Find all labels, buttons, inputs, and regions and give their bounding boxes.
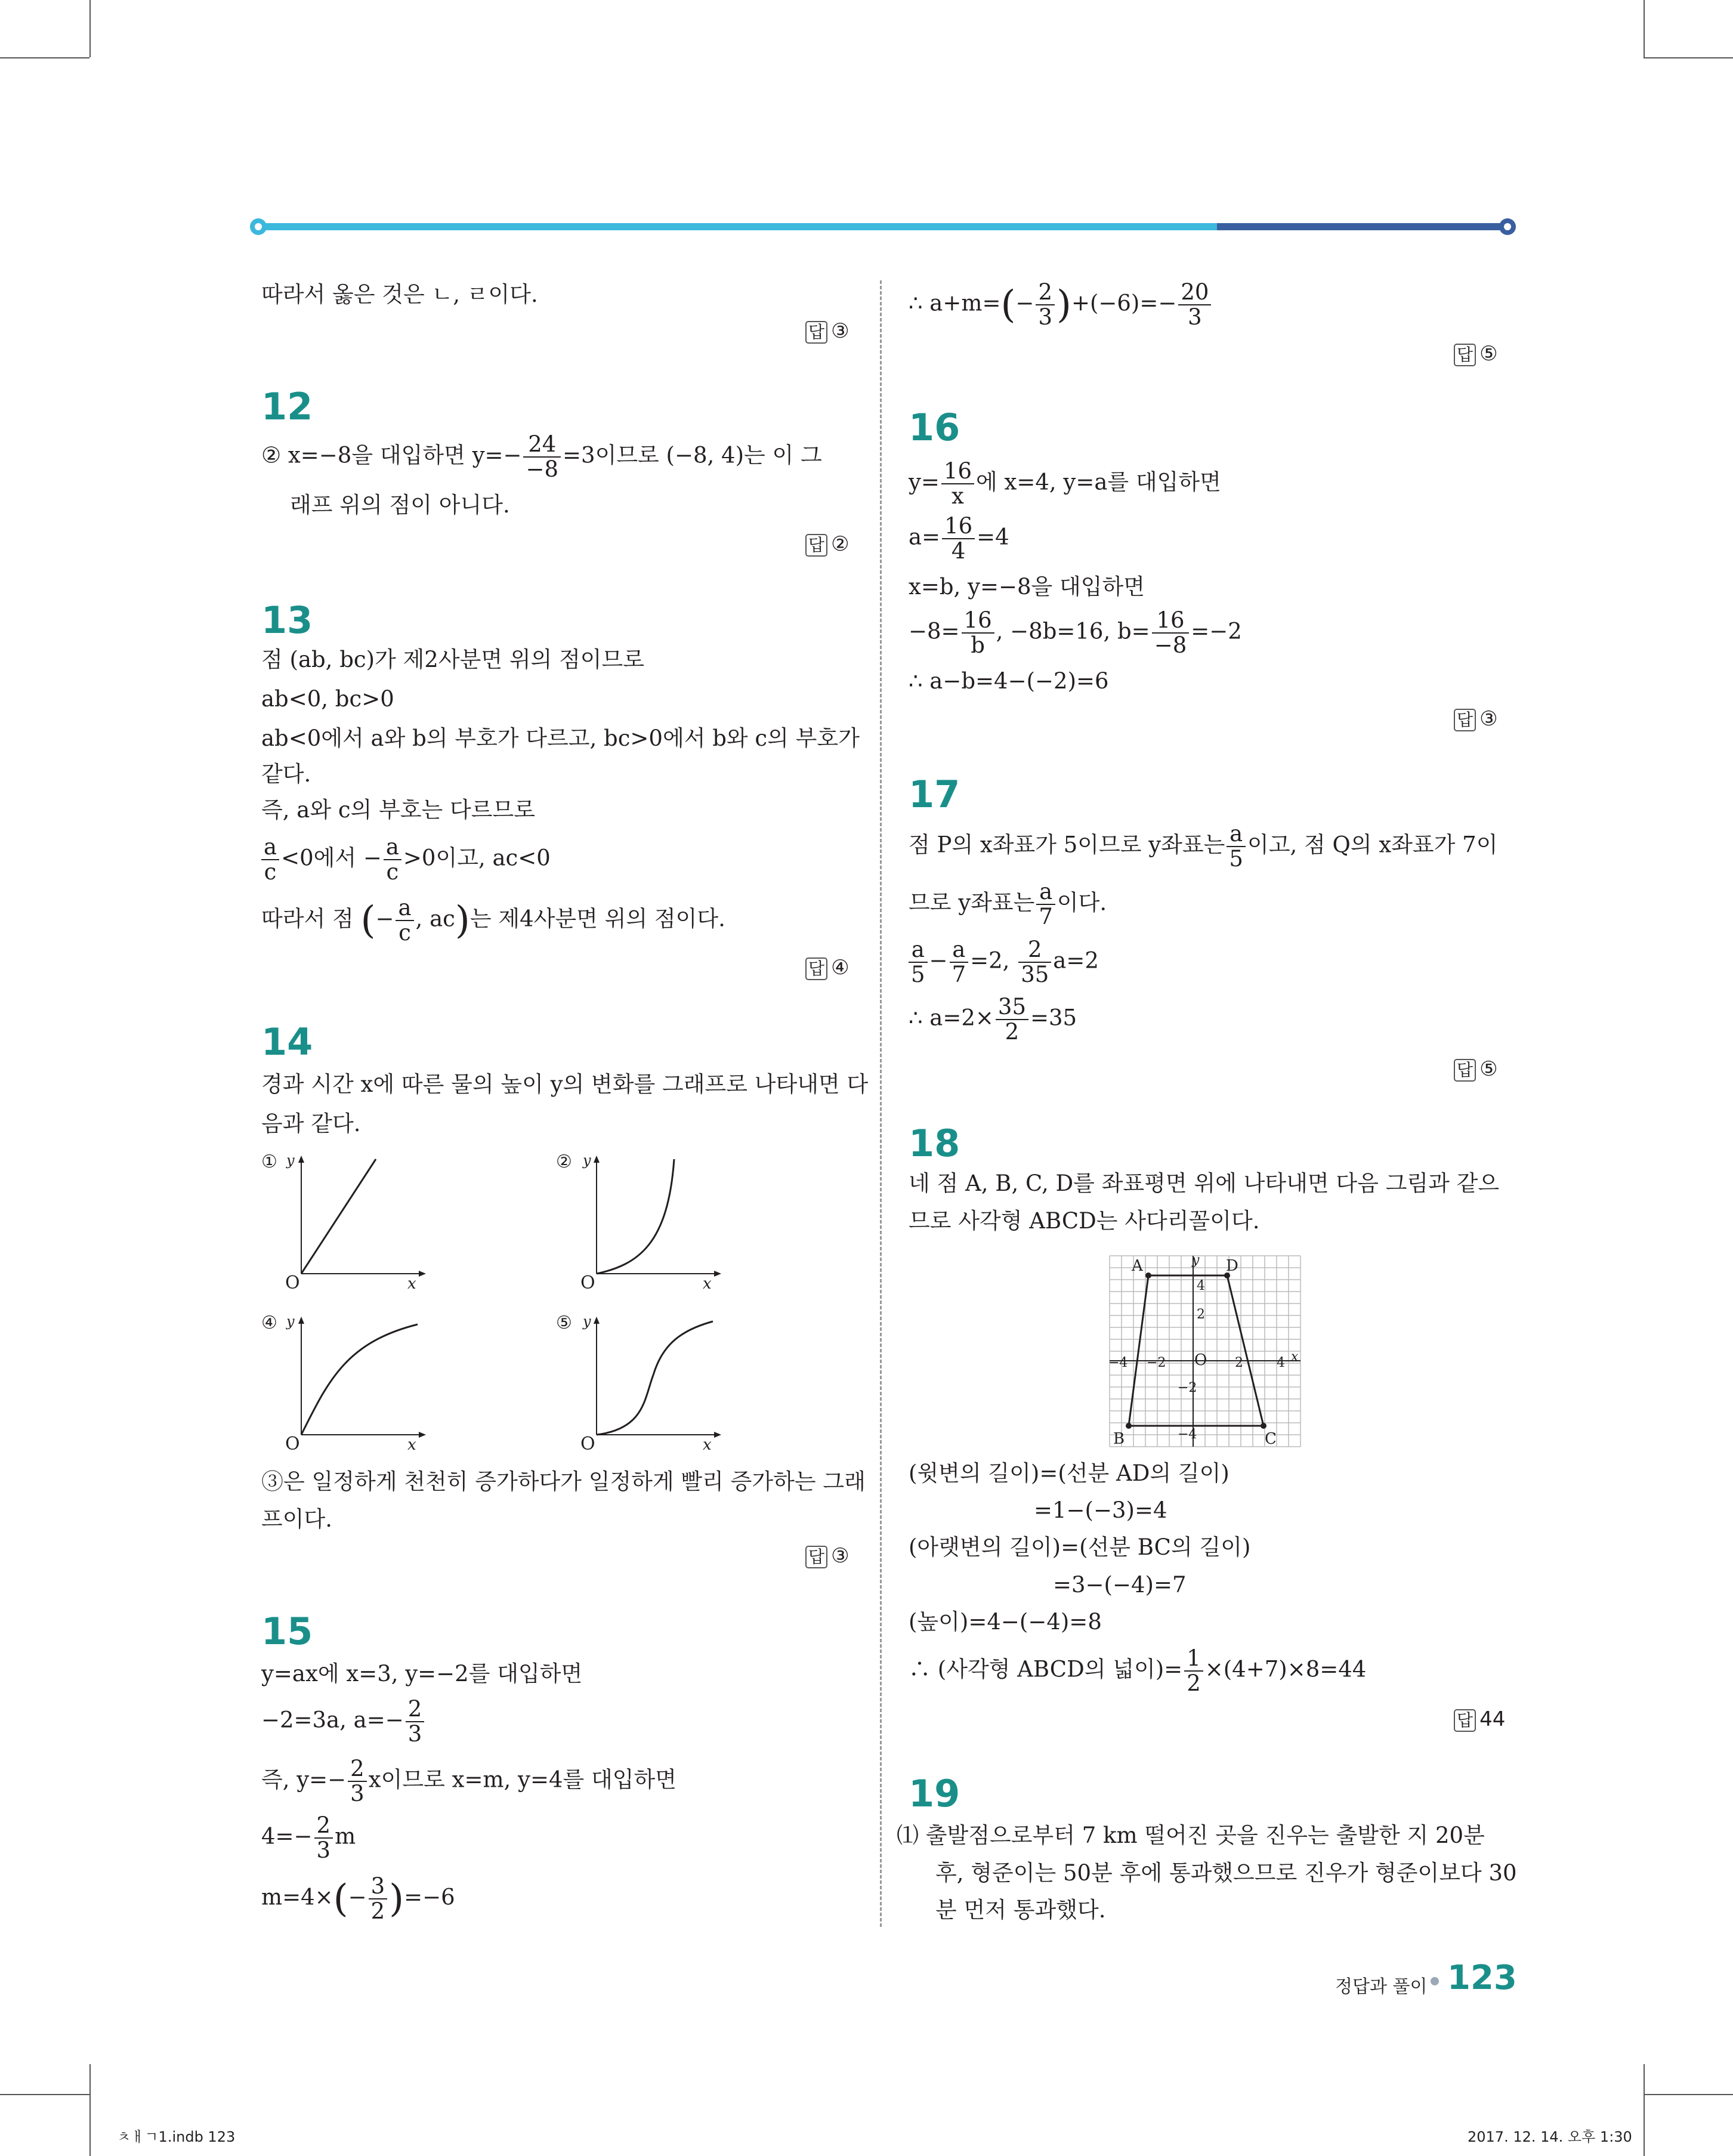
q17-line2: 므로 y좌표는 $\frac{a}{7}$ 이다. xyxy=(909,879,1107,929)
q16-line4: −8= $\frac{16}{b}$ , −8b=16, b= $\frac{16}{-8}$ =−2 xyxy=(909,607,1242,658)
crop-mark xyxy=(89,2064,91,2156)
svg-text:O: O xyxy=(285,1434,300,1454)
header-bar xyxy=(248,215,1518,239)
q18-coordinate-plane xyxy=(1104,1252,1306,1454)
point-label-D: D xyxy=(1226,1257,1238,1275)
q15-line1: y=ax에 x=3, y=−2를 대입하면 xyxy=(261,1661,583,1687)
q17-line4: ∴ a=2× $\frac{35}{2}$ =35 xyxy=(909,994,1077,1045)
graph-label: ② xyxy=(556,1151,572,1172)
svg-text:−2: −2 xyxy=(1147,1355,1166,1370)
footer-file: ㅊㅐㄱ1.indb 123 xyxy=(117,2129,236,2145)
q15-answer: 답 ⑤ xyxy=(1454,342,1498,366)
point-label-B: B xyxy=(1113,1430,1125,1448)
svg-text:x: x xyxy=(407,1275,416,1293)
svg-text:4: 4 xyxy=(1197,1278,1205,1293)
q14-answer: 답 ③ xyxy=(805,1544,849,1568)
graph-line xyxy=(597,1159,674,1274)
q13-line: ab<0, bc>0 xyxy=(261,686,394,712)
svg-text:O: O xyxy=(285,1272,300,1293)
q14-tail1: ③은 일정하게 천천히 증가하다가 일정하게 빨리 증가하는 그래 xyxy=(261,1469,866,1494)
graph-line xyxy=(301,1324,418,1435)
svg-text:x: x xyxy=(703,1275,712,1293)
question-number: 17 xyxy=(909,773,960,816)
q15-line3: 즉, y=− $\frac{2}{3}$ x이므로 x=m, y=4를 대입하면 xyxy=(261,1756,676,1806)
graph-line xyxy=(301,1159,376,1274)
crop-mark xyxy=(1644,2094,1733,2095)
q15-line5: m=4×(− $\frac{3}{2}$ )=−6 xyxy=(261,1873,455,1924)
svg-text:y: y xyxy=(1192,1253,1200,1268)
svg-text:O: O xyxy=(1194,1351,1207,1369)
crop-mark xyxy=(0,2094,89,2095)
q18-answer: 답 44 xyxy=(1454,1707,1505,1732)
crop-mark xyxy=(1644,2064,1645,2156)
svg-text:y: y xyxy=(583,1152,591,1169)
svg-text:4: 4 xyxy=(1277,1355,1285,1370)
svg-text:2: 2 xyxy=(1197,1307,1205,1322)
q13-answer: 답 ④ xyxy=(805,956,849,980)
q16-answer: 답 ③ xyxy=(1454,707,1498,731)
crop-mark xyxy=(0,57,89,58)
question-number: 16 xyxy=(909,406,960,449)
q13-line: 같다. xyxy=(261,761,311,787)
crop-mark xyxy=(1644,57,1733,58)
q18-line2: 므로 사각형 ABCD는 사다리꼴이다. xyxy=(909,1208,1260,1234)
q14-tail2: 프이다. xyxy=(261,1506,332,1532)
page-number: 123 xyxy=(1447,1959,1517,1997)
svg-text:O: O xyxy=(580,1272,595,1293)
q17-answer: 답 ⑤ xyxy=(1454,1057,1498,1082)
column-divider xyxy=(880,280,882,1927)
q12-answer: 답 ② xyxy=(805,532,849,557)
svg-text:y: y xyxy=(583,1313,591,1330)
footer-section-label: 정답과 풀이 xyxy=(1335,1976,1428,1997)
q16-line5: ∴ a−b=4−(−2)=6 xyxy=(909,668,1109,694)
point-label-C: C xyxy=(1265,1430,1277,1448)
graph-label: ④ xyxy=(261,1312,277,1333)
q18-line5: (아랫변의 길이)=(선분 BC의 길이) xyxy=(909,1534,1251,1560)
q12-line1: ② x=−8을 대입하면 y=− $\frac{24}{-8}$ =3이므로 (−8, 4)는 이 그 xyxy=(261,431,822,482)
q13-last-line: 따라서 점 (− $\frac{a}{c}$ , ac)는 제4사분면 위의 점이다. xyxy=(261,895,725,946)
q19-line2: 후, 형준이는 50분 후에 통과했으므로 진우가 형준이보다 30 xyxy=(935,1860,1517,1886)
crop-mark xyxy=(89,0,91,57)
q13-line: ab<0에서 a와 b의 부호가 다르고, bc>0에서 b와 c의 부호가 xyxy=(261,725,860,751)
graph-line xyxy=(597,1321,713,1435)
q18-line6: =3−(−4)=7 xyxy=(1053,1572,1187,1598)
q15-line2: −2=3a, a=− $\frac{2}{3}$ xyxy=(261,1697,426,1746)
question-number: 12 xyxy=(261,385,313,428)
footer-stamp: 2017. 12. 14. 오후 1:30 xyxy=(1468,2129,1632,2145)
q11-answer: 답 ③ xyxy=(805,319,849,344)
point-label-A: A xyxy=(1132,1257,1143,1275)
svg-text:−2: −2 xyxy=(1178,1380,1197,1395)
question-number: 18 xyxy=(909,1122,960,1165)
q13-fraction-line: $\frac{a}{c}$ <0에서 − $\frac{a}{c}$ >0이고, ac<0 xyxy=(261,835,551,884)
q19-line1: ⑴ 출발점으로부터 7 km 떨어진 곳을 진우는 출발한 지 20분 xyxy=(897,1823,1485,1848)
q19-line3: 분 먼저 통과했다. xyxy=(935,1897,1106,1923)
q12-line2: 래프 위의 점이 아니다. xyxy=(290,492,510,518)
q17-line3: $\frac{a}{5}$ − $\frac{a}{7}$ =2, $\frac{2}{35}$ a=2 xyxy=(909,938,1099,987)
q16-line2: a= $\frac{16}{4}$ =4 xyxy=(909,513,1009,564)
graph-label: ⑤ xyxy=(556,1312,572,1333)
q15-tail-line: ∴ a+m=(− $\frac{2}{3}$ )+(−6)=− $\frac{20}{3}$ xyxy=(909,280,1213,329)
q13-line: 즉, a와 c의 부호는 다르므로 xyxy=(261,797,536,823)
q15-line4: 4=− $\frac{2}{3}$ m xyxy=(261,1812,356,1863)
svg-text:−4: −4 xyxy=(1178,1427,1197,1442)
question-number: 13 xyxy=(261,598,313,642)
svg-text:y: y xyxy=(286,1313,295,1330)
q18-line7: (높이)=4−(−4)=8 xyxy=(909,1609,1102,1635)
answer-label: 답 xyxy=(805,321,827,344)
q18-line1: 네 점 A, B, C, D를 좌표평면 위에 나타내면 다음 그림과 같으 xyxy=(909,1170,1500,1196)
q16-line1: y= $\frac{16}{x}$ 에 x=4, y=a를 대입하면 xyxy=(909,458,1221,509)
q18-line8: ∴ (사각형 ABCD의 넓이)= $\frac{1}{2}$ ×(4+7)×8=44 xyxy=(909,1645,1367,1696)
q16-line3: x=b, y=−8을 대입하면 xyxy=(909,574,1145,600)
question-number: 15 xyxy=(261,1610,313,1653)
q14-line2: 음과 같다. xyxy=(261,1111,361,1136)
graph-label: ① xyxy=(261,1151,277,1172)
footer-dot xyxy=(1431,1977,1439,1985)
q18-line4: =1−(−3)=4 xyxy=(1034,1497,1167,1523)
svg-text:−4: −4 xyxy=(1108,1355,1128,1370)
svg-text:y: y xyxy=(286,1152,295,1169)
q18-line3: (윗변의 길이)=(선분 AD의 길이) xyxy=(909,1460,1230,1486)
q13-line: 점 (ab, bc)가 제2사분면 위의 점이므로 xyxy=(261,647,645,672)
question-number: 14 xyxy=(261,1020,313,1064)
svg-text:2: 2 xyxy=(1235,1355,1243,1370)
q17-line1: 점 P의 x좌표가 5이므로 y좌표는 $\frac{a}{5}$ 이고, 점 Q의 x좌표가 7이 xyxy=(909,821,1498,872)
q14-graphs xyxy=(257,1142,871,1471)
q11-tail-line: 따라서 옳은 것은 ㄴ, ㄹ이다. xyxy=(261,282,538,307)
svg-text:O: O xyxy=(580,1434,595,1454)
q14-line1: 경과 시간 x에 따른 물의 높이 y의 변화를 그래프로 나타내면 다 xyxy=(261,1071,869,1097)
crop-mark xyxy=(1644,0,1645,57)
svg-text:x: x xyxy=(1291,1349,1299,1364)
question-number: 19 xyxy=(909,1772,960,1815)
svg-text:x: x xyxy=(703,1436,712,1454)
svg-text:x: x xyxy=(407,1436,416,1454)
